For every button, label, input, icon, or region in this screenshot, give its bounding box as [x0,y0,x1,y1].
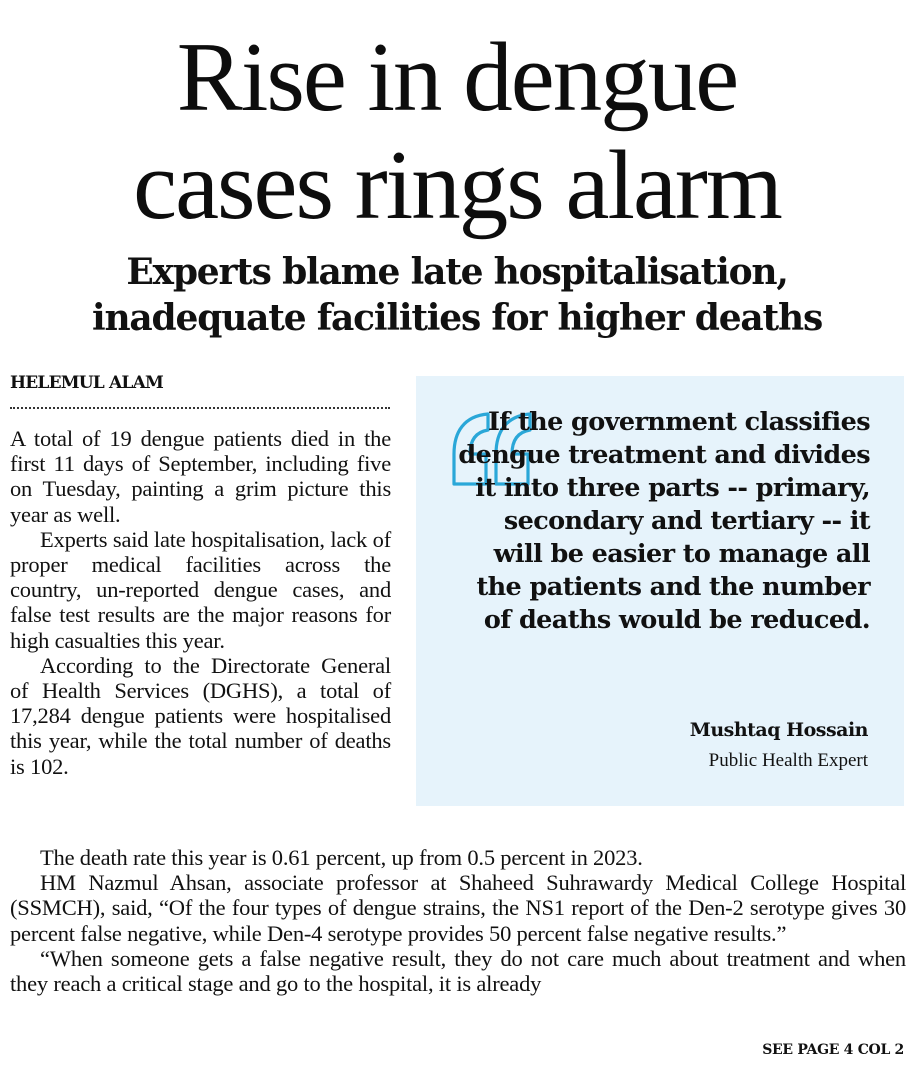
pull-quote-box [416,376,904,806]
paragraph: A total of 19 dengue patients died in the first 11 days of September, including five on Tuesday, painting a grim picture this year as well. [10,426,391,527]
subheadline [0,249,914,341]
paragraph: The death rate this year is 0.61 percent, up from 0.5 percent in 2023. [40,845,643,870]
paragraph: According to the Directorate General of Health Services (DGHS), a total of 17,284 dengue patients were hospitalised this year, while the total number of deaths is 102. [10,652,391,779]
paragraph: “When someone gets a false negative result, they do not care much about treatment and when they reach a critical stage and go to the hospital, it is already [10,945,906,997]
paragraph: HM Nazmul Ahsan, associate professor at Shaheed Suhrawardy Medical College Hospital (SSMCH), said, “Of the four types of dengue strains, the NS1 report of the Den-2 serotype gives 30 percent false negative, while Den-4 serotype provides 50 percent false negative results.” [10,870,906,946]
headline-line-2: cases rings alarm [133,131,781,240]
article-body-wide [10,845,906,996]
pull-quote-role: Public Health Expert [708,750,868,771]
paragraph: Experts said late hospitalisation, lack of proper medical facilities across the country, un-reported dengue cases, and false test results are the major reasons for high casualties this year. [10,526,391,653]
continuation-jump: SEE PAGE 4 COL 2 [762,1042,904,1058]
subheadline-line-1: Experts blame late hospitalisation, [126,251,788,293]
article-column [10,426,391,779]
headline [0,24,914,240]
headline-line-1: Rise in dengue [176,23,738,132]
byline: HELEMUL ALAM [10,373,163,393]
pull-quote-name: Mushtaq Hossain [689,719,868,741]
pull-quote-text: If the government classifies dengue treatment and divides it into three parts -- primary, secondary and tertiary -- it will be easier to manage all the patients and the number of deaths would be reduced. [458,407,870,635]
byline-divider [10,407,390,409]
subheadline-line-2: inadequate facilities for higher deaths [91,297,823,339]
